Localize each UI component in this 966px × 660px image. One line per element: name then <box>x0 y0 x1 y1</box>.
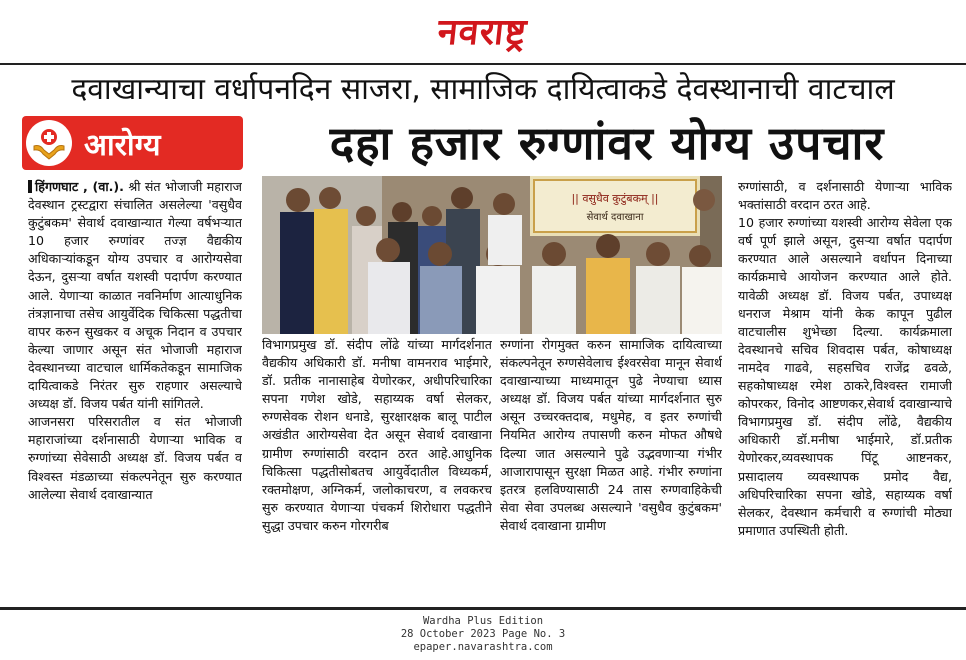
section-tag-label: आरोग्य <box>84 127 161 163</box>
article-column-4 <box>738 178 952 600</box>
dateline: हिंगणघाट , (वा.). <box>35 179 124 194</box>
top-rule <box>0 63 966 65</box>
article-headline: दहा हजार रुग्णांवर योग्य उपचार <box>329 116 885 170</box>
article-column-2 <box>262 336 492 600</box>
masthead <box>0 0 966 60</box>
paragraph: रुग्णांसाठी, व दर्शनासाठी येणाऱ्या भाविक भक्तांसाठी वरदान ठरत आहे. <box>738 179 952 213</box>
footer <box>0 615 966 654</box>
hands-holding-medical-cross-icon <box>26 120 72 166</box>
article-column-3 <box>500 336 722 600</box>
section-tag <box>22 116 243 170</box>
article-kicker: दवाखान्याचा वर्धापनदिन साजरा, सामाजिक दायित्वाकडे देवस्थानाची वाटचाल <box>71 72 895 107</box>
paragraph: विभागप्रमुख डॉ. संदीप लोंढे यांच्या मार्गदर्शनात वैद्यकीय अधिकारी डॉ. मनीषा वामनराव भाईमारे, डॉ. प्रतीक नानासाहेब येणोरकर, अधीपरिचारिका सपना गणेश खोडे, सहाय्यक वर्षा सेलकर, रुग्णसेवक रोशन धनाडे, सुरक्षारक्षक बालू पाटील अखंडीत आरोग्यसेवा देत असून सेवार्थ दवाखाना ग्रामीण रुग्णांसाठी वरदान ठरत आहे.आधुनिक चिकित्सा पद्धतीसोबतच आयुर्वेदातील विध्यकर्म, रक्तमोक्षण, अग्निकर्म, जलोकाचरण, व लवकरच सुरु करण्यात येणाऱ्या पंचकर्म शिरोधारा पद्धतीने सुद्धा उपचार करुन गोरगरीब <box>262 337 492 533</box>
dateline-marker <box>28 180 32 193</box>
paragraph: श्री संत भोजाजी महाराज देवस्थान ट्रस्टद्वारा संचालित असलेल्या 'वसुधैव कुटुंबकम' सेवार्थ दवाखान्यात गेल्या वर्षभऱ्यात 10 हजार रुग्णांवर तज्ज्ञ वैद्यकीय अधिकाऱ्यांकडून योग्य उपचार व आरोग्यसेवा देऊन, दुसऱ्या वर्षात यशस्वी पदार्पण करण्यात आले. येणाऱ्या काळात नवनिर्माण आत्याधुनिक तंत्रज्ञानाचा तसेच आयुर्वेदिक चिकित्सा पद्धतीचा वापर करुन सुखकर व अचूक निदान व उपचार केल्या जाणार असून संत भोजाजी महाराज देवस्थानच्या वाटचाल धार्मिकतेकडून सामाजिक दायित्वाकडे निरंतर सुरु राहणार असल्याचे अध्यक्ष डॉ. विजय पर्बत यांनी सांगितले. <box>28 179 242 412</box>
paragraph: रुग्णांना रोगमुक्त करुन सामाजिक दायित्वाच्या संकल्पनेतून रुग्णसेवेलाच ईश्वरसेवा मानून सेवार्थ दवाखान्याच्या माध्यमातून पुढे नेण्याचा ध्यास अध्यक्ष डॉ. विजय पर्बत यांच्या मार्गदर्शनात सुरु असून उच्चरक्तदाब, मधुमेह, व इतर रुग्णांची नियमित आरोग्य तपासणी करुन मोफत औषधे दिल्या जात असल्याने पुढे उद्भवणाऱ्या गंभीर आजारापासून सुरक्षा मिळत आहे. गंभीर रुग्णांना इतरत्र हलविण्यासाठी 24 तास रुग्णवाहिकेची सेवा सेवा उपलब्ध असल्याने 'वसुधैव कुटुंबकम' सेवार्थ दवाखाना ग्रामीण <box>500 337 722 533</box>
paragraph: आजनसरा परिसरातील व संत भोजाजी महाराजांच्या दर्शनासाठी येणाऱ्या भाविक व रुग्णांच्या सेवेसाठी अध्यक्ष डॉ. विजय पर्बत व विश्वस्त मंडळाच्या संकल्पनेतून सुरु करण्यात आलेल्या सेवार्थ दवाखान्यात <box>28 414 242 502</box>
article-photo <box>262 176 722 334</box>
photo-banner-subtext: सेवार्थ दवाखाना <box>586 212 644 223</box>
paragraph: 10 हजार रुग्णांच्या यशस्वी आरोग्य सेवेला एक वर्ष पूर्ण झाले असून, दुसऱ्या वर्षात पदार्पण करण्यात आले असल्याने वर्धापन दिनाच्या कार्यक्रमाचे आयोजन करण्यात आले होते. यावेळी अध्यक्ष डॉ. विजय पर्बत, उपाध्यक्ष धनराज मेश्राम यांनी केक कापून पुढील वाटचालीस शुभेच्छा दिल्या. कार्यक्रमाला देवस्थानचे सचिव शिवदास पर्बत, कोषाध्यक्ष नामदेव गाढवे, सहसचिव राजेंद्र ढवळे, सहकोषाध्यक्ष रमेश ठाकरे,विश्वस्त रामाजी कोपरकर, विनोद आष्टणकर,सेवार्थ दवाखान्याचे विभागप्रमुख डॉ. संदीप लोंढे, वैद्यकीय अधिकारी डॉ.मनीषा भाईमारे, डॉ.प्रतीक येणोरकर,व्यवस्थापक पिंटू आष्टनकर, प्रसादालय व्यवस्थापक प्रमोद वैद्य, अधिपरिचारिका सपना खोडे, सहाय्यक वर्षा सेलकर, देवस्थान कर्मचारी व रुग्णांची मोठ्या प्रमाणात उपस्थिती होती. <box>738 215 952 538</box>
edition-name: Wardha Plus Edition <box>422 615 544 627</box>
site-link[interactable]: epaper.navarashtra.com <box>413 641 553 653</box>
date-page: 28 October 2023 Page No. 3 <box>400 628 566 640</box>
article-column-1 <box>28 178 242 600</box>
photo-banner-text: || वसुधैव कुटुंबकम् || <box>571 192 659 205</box>
newspaper-logo: नवराष्ट्र <box>436 12 530 53</box>
bottom-rule <box>0 607 966 610</box>
